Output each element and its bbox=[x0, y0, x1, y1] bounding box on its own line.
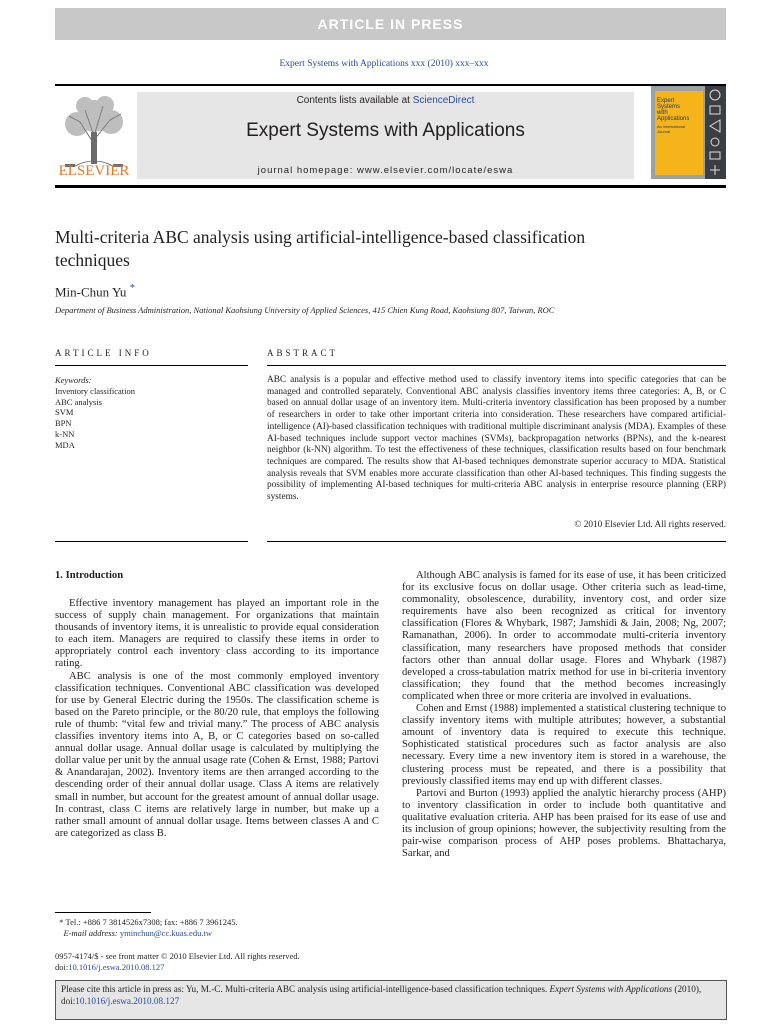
footnote-email bbox=[55, 928, 385, 939]
header-bottom-rule bbox=[55, 185, 726, 188]
journal-homepage[interactable]: journal homepage: www.elsevier.com/locate/eswa bbox=[257, 165, 514, 176]
cover-line: Journal bbox=[657, 129, 671, 134]
keyword: BPN bbox=[55, 418, 72, 429]
article-title: Multi-criteria ABC analysis using artificial-intelligence-based classification techniques bbox=[55, 227, 586, 270]
keywords-label: Keywords: bbox=[55, 375, 92, 385]
article-in-press-banner: ARTICLE IN PRESS bbox=[55, 8, 726, 40]
keyword: ABC analysis bbox=[55, 396, 102, 407]
cover-line: Applications bbox=[657, 116, 690, 122]
issn-info bbox=[55, 951, 455, 973]
author-text: Min-Chun Yu bbox=[55, 284, 127, 300]
email-label: E-mail address: bbox=[63, 928, 118, 938]
cover-line: Systems bbox=[657, 104, 681, 110]
footnote-mark: * bbox=[59, 917, 64, 927]
cite-this-article-box bbox=[55, 980, 727, 1020]
author-affiliation: Department of Business Administration, National Kaohsiung University of Applied Sciences, 415 Chien Kung Road, Kaohsiung 807, Taiwan, ROC bbox=[55, 305, 555, 315]
keywords-list bbox=[55, 375, 245, 451]
doi-link[interactable]: 10.1016/j.eswa.2010.08.127 bbox=[68, 962, 165, 972]
body-column-left bbox=[55, 598, 379, 840]
doi-label: doi: bbox=[55, 962, 69, 972]
cite-journal: Expert Systems with Applications bbox=[549, 984, 673, 994]
paragraph: Partovi and Burton (1993) applied the analytic hierarchy process (AHP) to inventory classification in order to include both quantitative and qualitative evaluation criteria. AHP has been praised for its ease of use and its inclusion of group opinions; however, the subjectivity resulting from the pair-wise comparison process of AHP poses problems. Bhattacharya, Sarkar, and bbox=[402, 787, 726, 860]
article-info-rule bbox=[55, 365, 248, 366]
cover-line: Expert bbox=[657, 98, 675, 104]
author-footnote-mark[interactable]: * bbox=[129, 282, 136, 294]
keyword: k-NN bbox=[55, 428, 75, 439]
footnote-contact-text: Tel.: +886 7 3814526x7308; fax: +886 7 3961245. bbox=[65, 917, 238, 927]
article-info-heading: ARTICLE INFO bbox=[55, 348, 152, 358]
doi-line bbox=[55, 962, 455, 973]
section-heading-introduction: 1. Introduction bbox=[55, 570, 124, 581]
keyword: SVM bbox=[55, 407, 74, 418]
footnote-contact bbox=[55, 917, 385, 928]
author-name bbox=[55, 282, 135, 300]
cover-icons-icon bbox=[705, 86, 726, 179]
cite-year: (2010), doi: bbox=[61, 984, 702, 1006]
cite-doi-link[interactable]: 10.1016/j.eswa.2010.08.127 bbox=[75, 996, 180, 1006]
abstract-bottom-rule bbox=[267, 541, 726, 542]
abstract-text: ABC analysis is a popular and effective method used to classify inventory items into specific categories that can be managed and controlled separately. Conventional ABC analysis classifies inventory items three categories: A, B, or C based on annual dollar usage of an inventory item. Multi-criteria inventory classification has been proposed by a number of researchers in order to take other important criteria into consideration. These researchers have compared artificial-intelligence (AI)-based classification techniques with traditional multiple discriminant analysis (MDA). Examples of these AI-based techniques include support vector machines (SVMs), backpropagation networks (BPNs), and the k-nearest neighbor (k-NN) algorithm. To test the effectiveness of these techniques, classification results based on four benchmark techniques are compared. The results show that AI-based techniques demonstrate superior accuracy to MDA. Statistical analysis reveals that SVM enables more accurate classification than other AI-based techniques. This finding suggests the possibility of implementing AI-based techniques for multi-criteria ABC analysis in enterprise resource planning (ERP) systems. bbox=[267, 375, 726, 503]
header-top-rule bbox=[55, 84, 726, 86]
footnote-rule bbox=[55, 912, 151, 913]
email-link[interactable]: yminchun@cc.kuas.edu.tw bbox=[119, 928, 212, 938]
journal-title: Expert Systems with Applications bbox=[246, 120, 525, 141]
abstract-rule bbox=[267, 365, 726, 366]
abstract-heading: ABSTRACT bbox=[267, 348, 339, 358]
keyword: Inventory classification bbox=[55, 385, 136, 396]
publisher-name: ELSEVIER bbox=[58, 163, 130, 179]
paragraph: Cohen and Ernst (1988) implemented a statistical clustering technique to classify inventory items with multiple attributes; however, a substantial amount of inventory data is required to execute this technique. Sophisticated statistical procedures such as factor analysis are also necessary. Every time a new inventory item is stored in a warehouse, the clustering process must be repeated, and there is a possibility that previously classified items may end up with different classes. bbox=[402, 703, 726, 787]
body-column-right bbox=[402, 570, 726, 860]
sciencedirect-link[interactable]: ScienceDirect bbox=[412, 95, 475, 106]
journal-citation-line[interactable]: Expert Systems with Applications xxx (2010) xxx–xxx bbox=[279, 59, 489, 69]
keyword: MDA bbox=[55, 439, 75, 450]
paragraph: Effective inventory management has played an important role in the success of supply chain management. For organizations that maintain thousands of inventory items, it is unrealistic to provide equal consideration to each item. Managers are required to classify these items in order to appropriately control each inventory class according to its importance rating. bbox=[55, 598, 379, 670]
cover-line: An International bbox=[657, 124, 686, 129]
contents-prefix: Contents lists available at bbox=[296, 95, 413, 106]
contents-line bbox=[137, 95, 634, 106]
article-info-bottom-rule bbox=[55, 541, 248, 542]
issn-line: 0957-4174/$ - see front matter © 2010 Elsevier Ltd. All rights reserved. bbox=[55, 951, 300, 961]
paragraph: ABC analysis is one of the most commonly employed inventory classification techniques. Conventional ABC classification was developed for use by General Electric during the 1950s. The classification scheme is based on the Pareto principle, or the 80/20 rule, that employs the following rule of thumb: “vital few and trivial many.” The process of ABC analysis classifies inventory items into A, B, or C categories based on so-called annual dollar usage. Annual dollar usage is calculated by multiplying the dollar value per unit by the annual usage rate (Cohen & Ernst, 1988; Partovi & Anandarajan, 2002). Inventory items are then arranged according to the descending order of their annual dollar usage. Class A items are relatively small in number, but account for the greatest amount of annual dollar usage. In contrast, class C items are relatively large in number, but make up a rather small amount of annual dollar usage. Items between classes A and C are categorized as class B. bbox=[55, 670, 379, 839]
journal-cover-text bbox=[657, 98, 703, 134]
cite-text: Please cite this article in press as: Yu, M.-C. Multi-criteria ABC analysis using artificial-intelligence-based classification techniques. bbox=[61, 984, 548, 994]
cover-line: with bbox=[657, 110, 668, 116]
author-footnote bbox=[55, 917, 385, 939]
cover-icon-strip bbox=[705, 86, 726, 179]
abstract-copyright: © 2010 Elsevier Ltd. All rights reserved. bbox=[574, 520, 726, 530]
paragraph: Although ABC analysis is famed for its ease of use, it has been criticized for its exclusive focus on dollar usage. Other criteria such as lead-time, commonality, obsolescence, durability, inventory cost, and order size requirements have also been recognized as critical for inventory classification (Flores & Whybark, 1987; Jamshidi & Jain, 2008; Ng, 2007; Ramanathan, 2006). In order to accommodate multi-criteria inventory classification, many researchers have proposed methods that consider factors other than annual dollar usage. Flores and Whybark (1987) developed a cross-tabulation matrix method for use in bi-criteria inventory classification; they found that the method becomes increasingly complicated when three or more criteria are involved in evaluations. bbox=[402, 570, 726, 702]
